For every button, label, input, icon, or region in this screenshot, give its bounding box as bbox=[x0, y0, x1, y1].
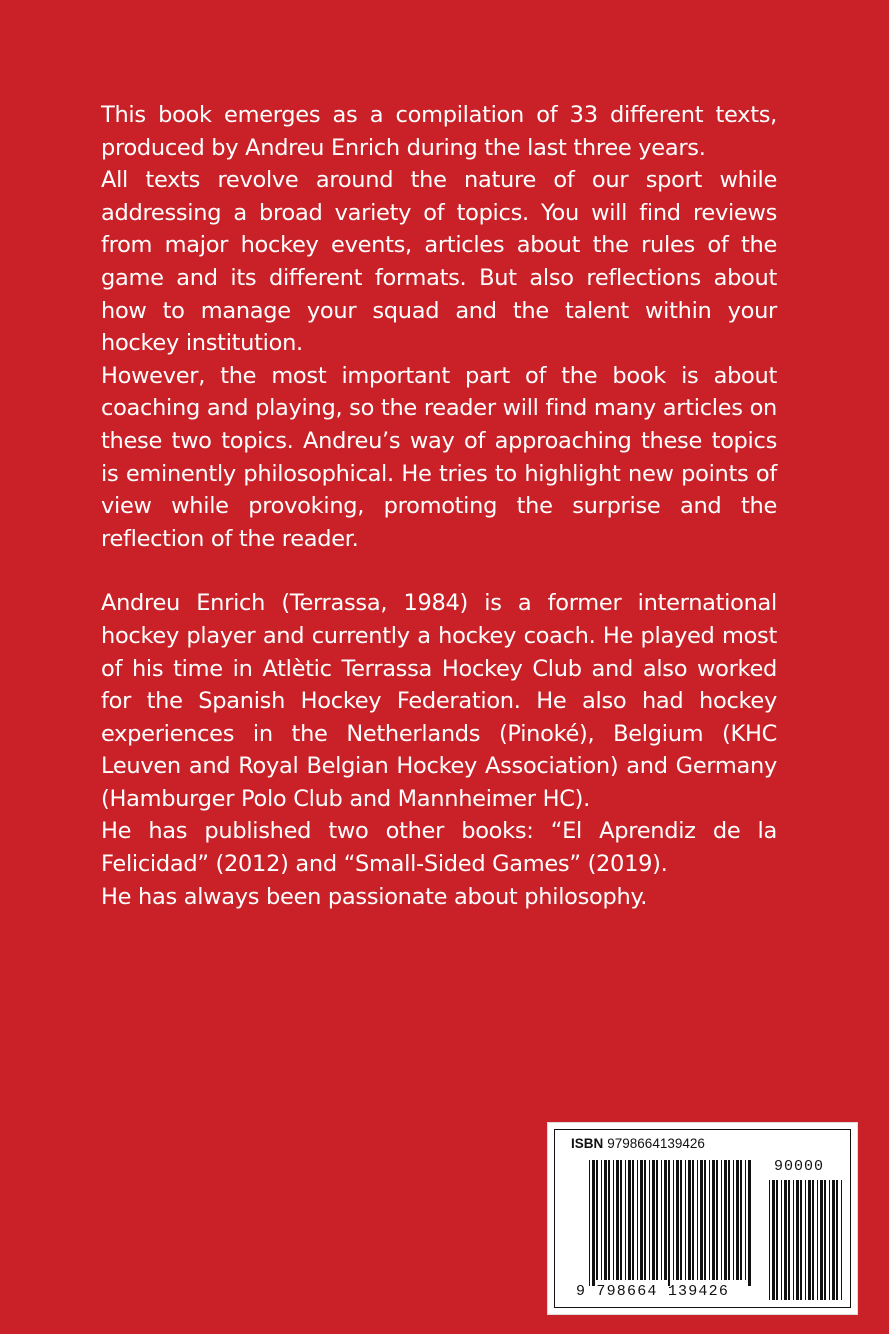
barcode-stripe bbox=[589, 1160, 590, 1286]
author-bio-paragraph: Andreu Enrich (Terrassa, 1984) is a former international hockey player and currently a hockey coach. He played most of his time in Atlètic Terrassa Hockey Club and also worked for the Spanish Hockey Federation. He also had hockey experiences in the Netherlands (Pinoké), Belgium (KHC Leuven and Royal Belgian Hockey Association) and Germany (Hamburger Polo Club and Mannheimer HC). bbox=[101, 590, 777, 812]
blurb-paragraph-1: This book emerges as a compilation of 33 different texts, produced by Andreu Enrich during the last three years. bbox=[101, 102, 777, 161]
barcode-stripe bbox=[608, 1160, 610, 1280]
barcode-stripe bbox=[632, 1160, 634, 1280]
barcode-stripe bbox=[716, 1160, 718, 1280]
barcode-frame bbox=[554, 1129, 851, 1308]
barcode-stripe bbox=[625, 1160, 626, 1280]
barcode-stripe bbox=[736, 1160, 739, 1280]
barcode-stripe bbox=[656, 1160, 658, 1280]
isbn-label: ISBN 9798664139426 bbox=[571, 1136, 705, 1151]
barcode-stripe bbox=[800, 1180, 802, 1300]
barcode-stripe bbox=[772, 1180, 775, 1300]
isbn-barcode-box bbox=[547, 1122, 858, 1315]
other-books-paragraph: He has published two other books: “El Aprendiz de la Felicidad” (2012) and “Small-Sided Games” (2019). bbox=[101, 818, 777, 878]
blurb-paragraph-2: All texts revolve around the nature of our sport while addressing a broad variety of topics. You will find reviews from major hockey events, articles about the rules of the game and its different formats. But also reflections about how to manage your squad and the talent within your hockey institution. bbox=[101, 167, 777, 357]
barcode-stripe bbox=[592, 1160, 595, 1286]
price-code: 90000 bbox=[774, 1158, 825, 1175]
barcode-stripe bbox=[769, 1180, 770, 1300]
barcode-stripe bbox=[721, 1160, 722, 1280]
philosophy-paragraph: He has always been passionate about philosophy. bbox=[101, 883, 648, 910]
barcode-stripe bbox=[740, 1160, 742, 1280]
barcode-stripe bbox=[604, 1160, 607, 1280]
barcode-stripe bbox=[613, 1160, 614, 1280]
barcode-stripe bbox=[664, 1160, 667, 1280]
barcode-stripe bbox=[745, 1160, 746, 1280]
barcode-stripe bbox=[628, 1160, 631, 1280]
barcode-stripe bbox=[796, 1180, 799, 1300]
barcode-stripe bbox=[724, 1160, 727, 1280]
barcode-stripe bbox=[728, 1160, 730, 1280]
barcode-stripe bbox=[832, 1180, 835, 1300]
barcode-stripe bbox=[661, 1160, 662, 1280]
barcode-stripe bbox=[784, 1180, 787, 1300]
barcode-stripe bbox=[640, 1160, 643, 1280]
barcode-stripe bbox=[748, 1160, 751, 1286]
barcode-stripe bbox=[824, 1180, 826, 1300]
barcode-stripe bbox=[649, 1160, 650, 1280]
barcode-stripe bbox=[673, 1160, 674, 1280]
barcode-stripe bbox=[733, 1160, 734, 1280]
barcode-stripe bbox=[692, 1160, 694, 1280]
barcode-stripe bbox=[836, 1180, 838, 1300]
barcode-stripe bbox=[812, 1180, 814, 1300]
barcode-stripe bbox=[805, 1180, 806, 1300]
barcode-stripe bbox=[712, 1160, 715, 1280]
isbn-human-readable: 9 798664 139426 bbox=[576, 1283, 730, 1300]
barcode-stripe bbox=[620, 1160, 622, 1280]
barcode-stripe bbox=[820, 1180, 823, 1300]
barcode-stripe bbox=[668, 1160, 670, 1286]
barcode-stripe bbox=[808, 1180, 811, 1300]
barcode-stripe bbox=[652, 1160, 655, 1280]
barcode-stripe bbox=[793, 1180, 794, 1300]
barcode-stripe bbox=[788, 1180, 790, 1300]
barcode-stripe bbox=[709, 1160, 710, 1280]
barcode-stripe bbox=[596, 1160, 598, 1280]
barcode-stripe bbox=[616, 1160, 619, 1280]
barcode-stripe bbox=[817, 1180, 818, 1300]
blurb-paragraph-3: However, the most important part of the book is about coaching and playing, so the reader will find many articles on these two topics. Andreu’s way of approaching these topics is eminently philosophical. He tries to highlight new points of view while provoking, promoting the surprise and the reflection of the reader. bbox=[101, 362, 777, 552]
barcode-stripe bbox=[676, 1160, 679, 1280]
barcode-stripe bbox=[700, 1160, 703, 1280]
blurb-text bbox=[101, 99, 777, 913]
barcode-stripe bbox=[841, 1180, 842, 1300]
barcode-stripe bbox=[688, 1160, 691, 1280]
barcode-stripe bbox=[776, 1180, 778, 1300]
barcode-stripe bbox=[637, 1160, 638, 1280]
barcode-stripe bbox=[829, 1180, 830, 1300]
barcode-stripe bbox=[781, 1180, 782, 1300]
barcode-stripe bbox=[685, 1160, 686, 1280]
barcode-stripe bbox=[644, 1160, 646, 1280]
barcode-stripe bbox=[680, 1160, 682, 1280]
barcode-stripe bbox=[697, 1160, 698, 1280]
barcode-stripe bbox=[704, 1160, 706, 1280]
paragraph-spacer bbox=[101, 555, 777, 587]
barcode-stripe bbox=[601, 1160, 602, 1280]
